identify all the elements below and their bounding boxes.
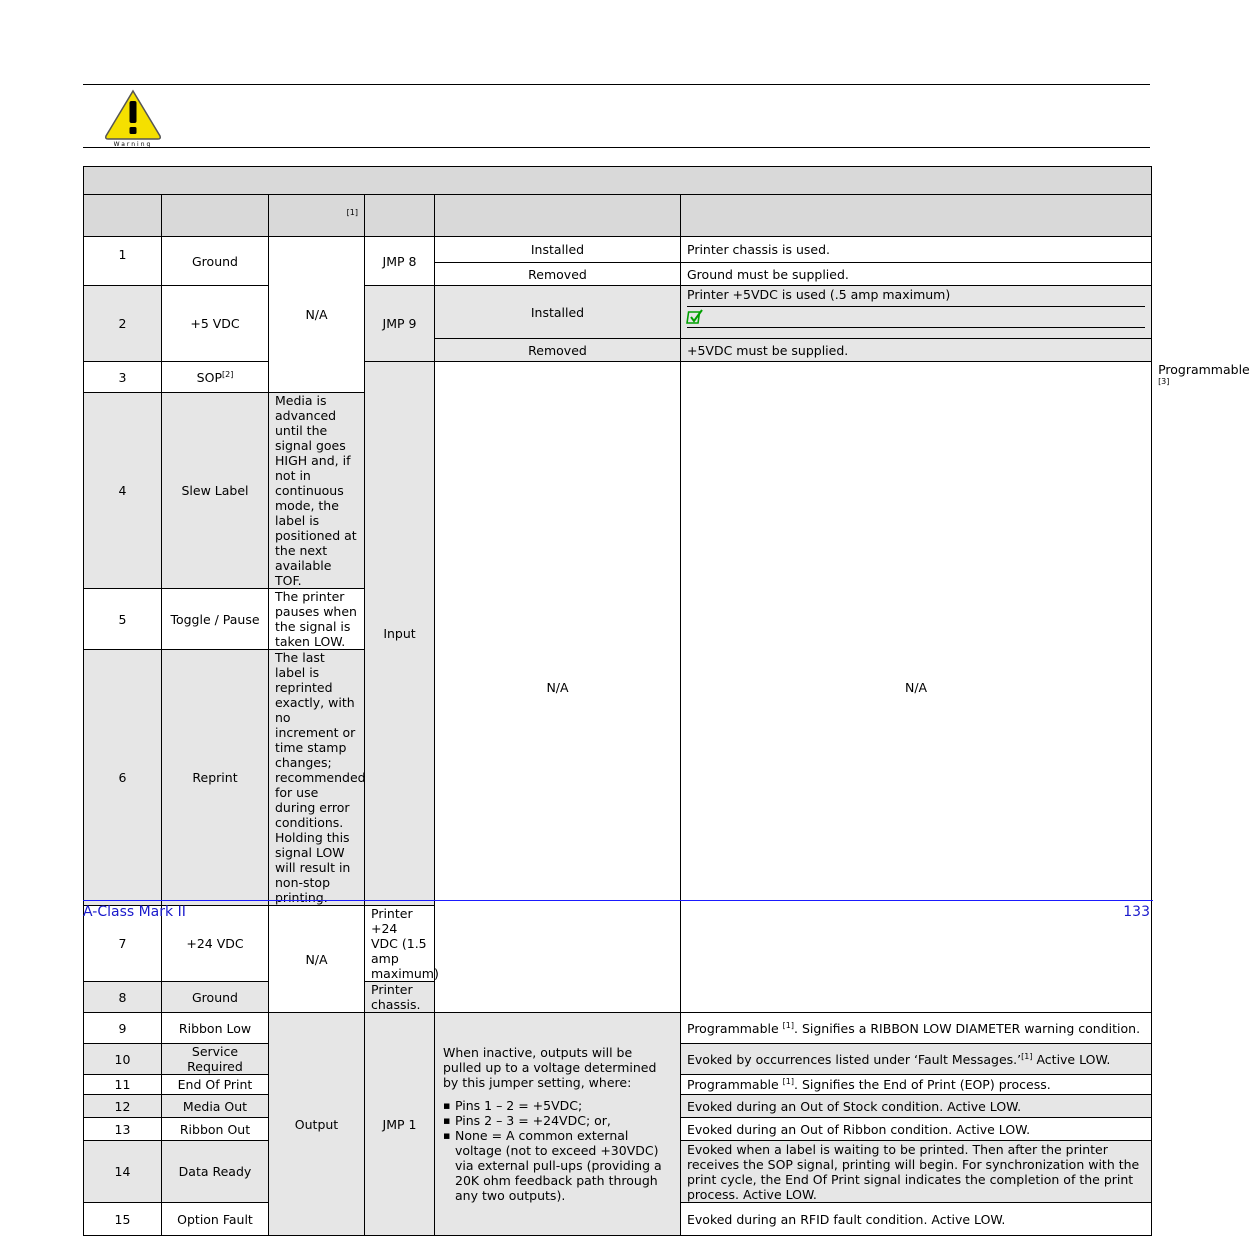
jumper-state: N/A <box>681 362 1152 1013</box>
description: Programmable <box>687 1020 783 1036</box>
description-ref: [1] <box>782 1020 794 1030</box>
description-ref: [1] <box>1021 1051 1033 1061</box>
description: The last label is reprinted exactly, with no increment or time stamp changes; recommended for use during error conditions. Holding this signal LOW will result in non-stop printing. <box>269 650 365 906</box>
warning-icon <box>103 89 163 147</box>
jumper-state: Removed <box>435 263 681 286</box>
table-row <box>84 362 1152 393</box>
table-row <box>84 237 1152 263</box>
description: Evoked by occurrences listed under ‘Fault Messages.’ <box>687 1051 1022 1067</box>
output-options <box>443 1098 672 1203</box>
signal-name: Ribbon Low <box>162 1013 269 1044</box>
table-header-row <box>84 195 1152 237</box>
signal-name: Media Out <box>162 1095 269 1118</box>
pin-number: 10 <box>84 1044 162 1075</box>
signal-name: SOP <box>196 369 222 385</box>
header-rule-top <box>83 84 1150 85</box>
io-type: Output <box>269 1013 365 1236</box>
jumper: JMP 1 <box>365 1013 435 1236</box>
table-title-row <box>84 167 1152 195</box>
check-note-icon <box>687 309 703 325</box>
jumper: N/A <box>435 362 681 1013</box>
description-ref: [1] <box>782 1076 794 1086</box>
pin-number: 6 <box>84 650 162 906</box>
header-ref: [1] <box>346 207 358 217</box>
description: Printer chassis. <box>365 982 435 1013</box>
jumper-state: Installed <box>435 237 681 263</box>
signal-name: +5 VDC <box>162 286 269 362</box>
pin-number: 9 <box>84 1013 162 1044</box>
signal-name: Service Required <box>162 1044 269 1075</box>
pin-number: 2 <box>84 286 162 362</box>
pin-number: 13 <box>84 1118 162 1141</box>
pin-number: 11 <box>84 1075 162 1095</box>
header-rule-bottom <box>83 147 1150 148</box>
description: Printer chassis is used. <box>681 237 1152 263</box>
pin-number: 1 <box>84 237 162 286</box>
signal-name: Ground <box>162 237 269 286</box>
description: Programmable <box>687 1077 783 1092</box>
description: . Signifies a RIBBON LOW DIAMETER warning condition. <box>794 1020 1141 1036</box>
io-type: N/A <box>269 237 365 393</box>
io-type: Input <box>365 362 435 906</box>
signal-name: +24 VDC <box>162 906 269 982</box>
description: Ground must be supplied. <box>681 263 1152 286</box>
page-number: 133 <box>1123 904 1150 920</box>
pin-number: 12 <box>84 1095 162 1118</box>
description: Evoked during an RFID fault condition. Active LOW. <box>681 1203 1152 1236</box>
signal-name: Reprint <box>162 650 269 906</box>
output-option: ▪ Pins 2 – 3 = +24VDC; or, <box>455 1113 672 1128</box>
pin-number: 8 <box>84 982 162 1013</box>
description: Evoked during an Out of Ribbon condition. Active LOW. <box>681 1118 1152 1141</box>
footer-rule <box>83 900 1153 901</box>
output-option: ▪ None = A common external voltage (not to exceed +30VDC) via external pull-ups (providing a 20K ohm feedback path through any two outputs). <box>455 1128 672 1203</box>
pin-table <box>83 166 1250 1236</box>
jumper: JMP 9 <box>365 286 435 362</box>
description: The printer pauses when the signal is taken LOW. <box>269 589 365 650</box>
pin-number: 4 <box>84 393 162 589</box>
description: Evoked when a label is waiting to be printed. Then after the printer receives the SOP signal, printing will begin. For synchronization with the print cycle, the End Of Print signal indicates the completion of the print process. Active LOW. <box>681 1141 1152 1203</box>
output-intro: When inactive, outputs will be pulled up to a voltage determined by this jumper setting, where: <box>443 1045 657 1090</box>
pin-number: 15 <box>84 1203 162 1236</box>
signal-name: End Of Print <box>162 1075 269 1095</box>
pin-number: 14 <box>84 1141 162 1203</box>
jumper-state: Installed <box>435 286 681 339</box>
signal-name: Data Ready <box>162 1141 269 1203</box>
pin-number: 7 <box>84 906 162 982</box>
description: Media is advanced until the signal goes HIGH and, if not in continuous mode, the label is positioned at the next available TOF. <box>269 393 365 589</box>
table-row <box>84 1013 1152 1044</box>
signal-name: Ribbon Out <box>162 1118 269 1141</box>
signal-ref: [2] <box>221 369 234 379</box>
description: +5VDC must be supplied. <box>681 339 1152 362</box>
description: Active LOW. <box>1032 1051 1111 1067</box>
signal-name: Ground <box>162 982 269 1013</box>
warning-caption: Warning <box>113 141 153 148</box>
signal-name: Option Fault <box>162 1203 269 1236</box>
description: Evoked during an Out of Stock condition. Active LOW. <box>681 1095 1152 1118</box>
pin-number: 3 <box>84 362 162 393</box>
io-type: N/A <box>269 906 365 1013</box>
description-ref: [3] <box>1158 376 1170 386</box>
pin-number: 5 <box>84 589 162 650</box>
table-row <box>84 286 1152 339</box>
output-option: ▪ Pins 1 – 2 = +5VDC; <box>455 1098 672 1113</box>
jumper: JMP 8 <box>365 237 435 286</box>
description: . Signifies the End of Print (EOP) process. <box>794 1077 1051 1092</box>
signal-name: Toggle / Pause <box>162 589 269 650</box>
description: Printer +5VDC is used (.5 amp maximum) <box>687 287 1145 307</box>
footer-product: A-Class Mark II <box>83 904 186 920</box>
description: Programmable <box>1158 362 1250 377</box>
jumper-state: Removed <box>435 339 681 362</box>
note-row <box>687 307 1145 328</box>
signal-name: Slew Label <box>162 393 269 589</box>
description: Printer +24 VDC (1.5 amp maximum) <box>365 906 435 982</box>
